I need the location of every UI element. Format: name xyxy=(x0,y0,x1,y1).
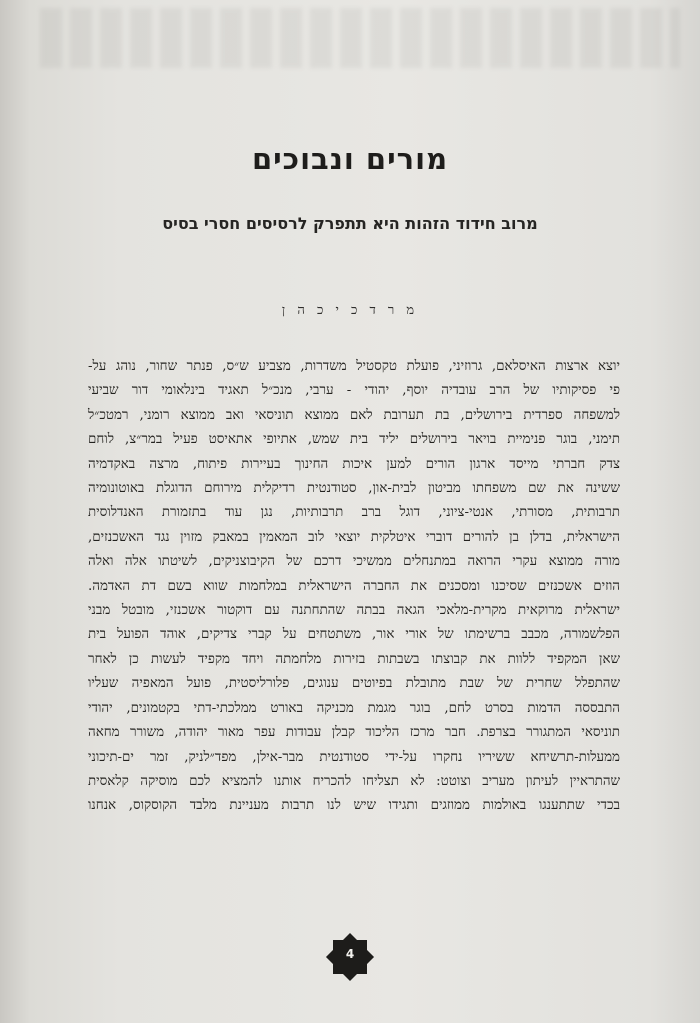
body-line: יוצא ארצות האיסלאם, גרוזיני, פועלת טקסטיל משדרות, מצביע ש״ס, פנתר שחור, נוהג על- xyxy=(88,359,620,374)
body-line: הפלשמורה, מכבב ברשימתו של אורי אור, משתטחים על קברי צדיקים, אוהד הפועל בית xyxy=(88,627,620,643)
body-line: תוניסאי המתגורר בצרפת. חבר מרכז הליכוד קבלן עבודות עפר מאור יהודה, משורר מחאה xyxy=(88,725,620,741)
body-line: למשפחה ספרדית בירושלים, בת תערובת לאם ממוצא תוניסאי ואב ממוצא רומני, רמטכ״ל xyxy=(88,407,620,423)
body-line: תרבותית, מסורתי, אנטי-ציוני, דוגל ברב תרבותיות, נגן עוד בתזמורת האנדלוסית xyxy=(88,505,620,521)
author-name: מ ר ד כ י כ ה ן xyxy=(281,303,419,318)
body-line: שאן המקפיד ללוות את קבוצתו בשבתות בזירות מלחמתה ויחד מקפיד לעשות כן לאחר xyxy=(88,651,620,667)
body-line: שהתפלל שחרית של שבת מתובלת בפיוטים ענוגים, פלורליסטית, פועל המאפיה שעליו xyxy=(88,676,620,692)
body-line: פי פסיקותיו של הרב עובדיה יוסף, יהודי - ערבי, מנכ״ל תאגיד בינלאומי דור שביעי xyxy=(88,383,620,399)
body-line: ששינה את שם משפחתו מביטון לבית-און, סטודנטית רדיקלית מירוחם הדוגלת באוטונומיה xyxy=(88,481,620,497)
body-line: הישראלית, בדלן בן להורים דוברי איטלקית יוצאי לוב המאמין במאבק מזוין נגד האשכנזים, xyxy=(88,529,620,545)
page-number: 4 xyxy=(345,947,355,961)
article-title: מורים ונבוכים xyxy=(251,142,449,176)
article-body xyxy=(88,355,620,819)
body-line: התבססה הדמות בסרט לחם, בוגר מגמת מכניקה באורט ממלכתי-דתי בקטמונים, יהודי xyxy=(88,700,620,716)
body-line: הוזים אשכנזים שסיכנו ומסכנים את החברה הישראלית במלחמות שווא בשם דת האדמה. xyxy=(88,578,620,594)
body-line: צדק חברתי מייסד ארגון הורים למען איכות החינוך בעיירות פיתוח, מרצה באקדמיה xyxy=(88,456,620,472)
body-line: תימני, בוגר פנימיית בויאר בירושלים יליד בית שמש, אתיופי אתאיסט פעיל במר״צ, לוחם xyxy=(88,432,620,448)
body-line: ממעלות-תרשיחא ששיריו נחקרו על-ידי סטודנטית מבר-אילן, מפד״לניק, זמר ים-תיכוני xyxy=(88,749,620,765)
body-line: ישראלית מרוקאית מקרית-מלאכי הגאה בבתה שהתחתנה עם דוקטור אשכנזי, מובטל מבני xyxy=(88,603,620,619)
body-line: שהתראיין לעיתון מעריב וצוטט: לא תצליחו להכריח אותנו להמציא לכם מוסיקה קלאסית xyxy=(88,773,620,789)
body-line: בכדי שתתענגו באולמות ממוזגים ותגידו שיש לנו תרבות מעניינת מלבד הקוסקוס, אנחנו xyxy=(88,798,620,814)
article-subtitle: מרוב חידוד הזהות היא תתפרק לרסיסים חסרי בסיס xyxy=(162,214,538,233)
body-line: מורה ממוצא עקרי הרואה במתנחלים ממשיכי דרכם של הקיבוצניקים, לשיטתו אלה ואלה xyxy=(88,554,620,570)
